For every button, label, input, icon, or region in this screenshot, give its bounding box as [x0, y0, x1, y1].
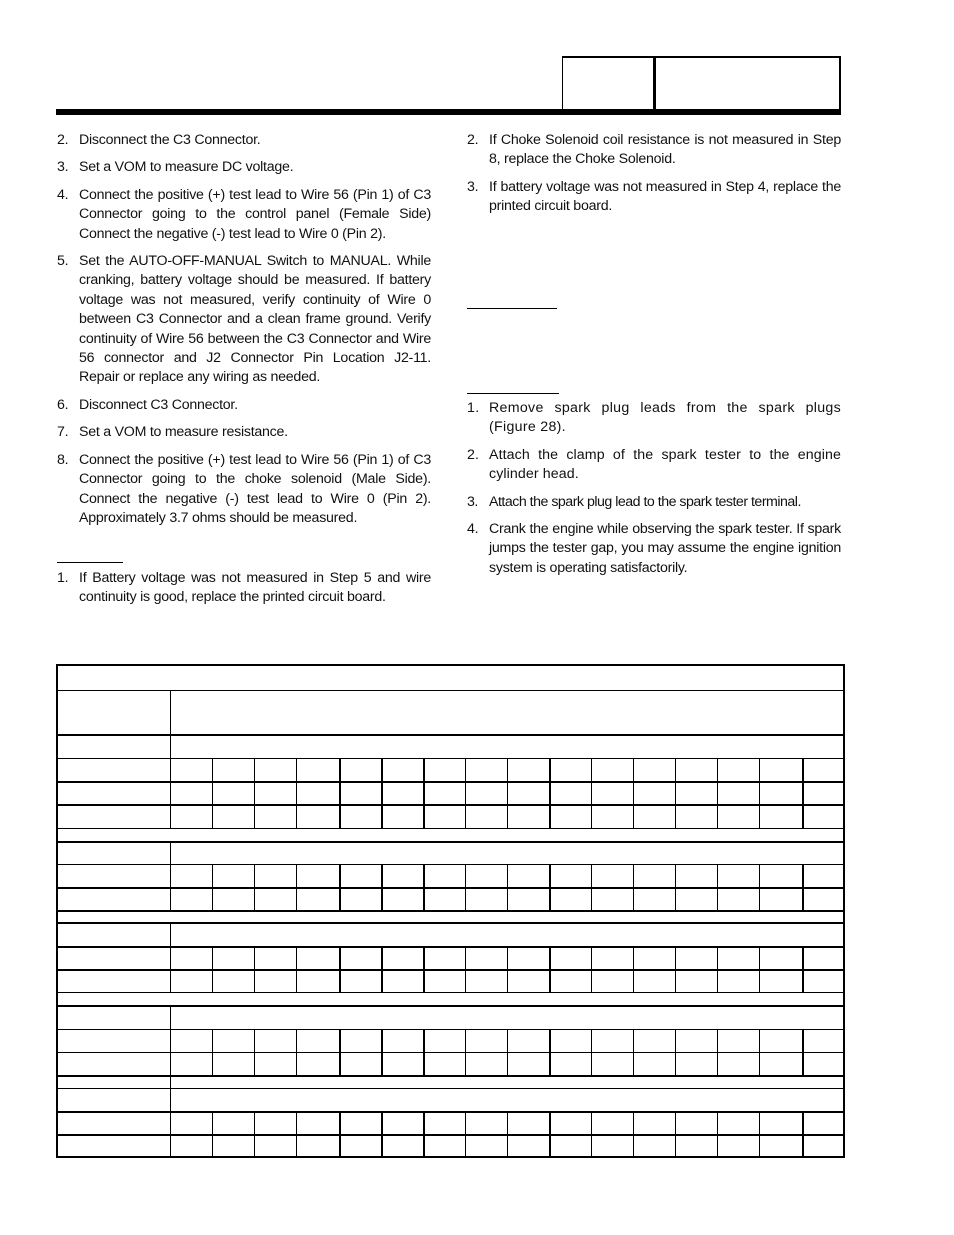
- step-text: Crank the engine while observing the spark tester. If spark jumps the tester gap, you may assume the engine ignition system is operating satisfactorily.: [489, 521, 841, 576]
- result-2: [467, 131, 841, 170]
- data-column-divider: [423, 864, 425, 910]
- table-rule: [58, 841, 843, 843]
- data-column-divider: [465, 1111, 466, 1157]
- data-column-divider: [465, 758, 466, 828]
- data-column-divider: [802, 864, 804, 910]
- left-results: [57, 569, 431, 608]
- header-rule: [56, 109, 841, 115]
- data-column-divider: [212, 758, 213, 828]
- header-box-right: [655, 56, 841, 109]
- result-number: 1.: [57, 570, 69, 586]
- data-column-divider: [675, 758, 676, 828]
- step-number: 1.: [467, 400, 480, 416]
- table-rule: [58, 758, 843, 759]
- data-column-divider: [633, 758, 634, 828]
- data-column-divider: [759, 864, 760, 910]
- data-column-divider: [591, 946, 592, 992]
- data-column-divider: [339, 1111, 341, 1157]
- data-column-divider: [254, 946, 255, 992]
- result-text: If Choke Solenoid coil resistance is not measured in Step 8, replace the Choke Solenoid.: [489, 132, 841, 168]
- data-column-divider: [254, 1111, 255, 1157]
- step-number: 8.: [57, 451, 69, 468]
- step-text: Set a VOM to measure DC voltage.: [79, 159, 294, 176]
- table-rule: [58, 969, 843, 971]
- data-column-divider: [717, 1111, 718, 1157]
- step-number: 3.: [467, 493, 478, 510]
- data-column-divider: [549, 758, 551, 828]
- result-number: 3.: [467, 178, 479, 195]
- data-column-divider: [381, 758, 383, 828]
- data-column-divider: [717, 946, 718, 992]
- table-rule: [58, 1052, 843, 1053]
- data-column-divider: [296, 864, 297, 910]
- data-column-divider: [802, 1029, 804, 1075]
- data-column-divider: [339, 758, 341, 828]
- label-column-divider: [170, 1005, 171, 1157]
- data-column-divider: [423, 758, 425, 828]
- result-text: If Battery voltage was not measured in Step 5 and wire continuity is good, replace the printed circuit board.: [79, 570, 431, 606]
- step-text: Connect the positive (+) test lead to Wire 56 (Pin 1) of C3 Connector going to the control panel (Female Side) Connect the negative (-) test lead to Wire 0 (Pin 2).: [79, 186, 431, 242]
- table-rule: [58, 864, 843, 865]
- data-column-divider: [423, 1029, 425, 1075]
- data-column-divider: [423, 946, 425, 992]
- step-text: Connect the positive (+) test lead to Wire 56 (Pin 1) of C3 Connector going to the choke solenoid (Male Side). Connect the negative (-) test lead to Wire 0 (Pin 2). Approximately 3.7 ohms should be measured.: [79, 451, 431, 526]
- step-2: [57, 131, 431, 150]
- data-column-divider: [339, 1029, 341, 1075]
- header-box-left: [562, 56, 655, 109]
- data-column-divider: [423, 1111, 425, 1157]
- data-column-divider: [254, 758, 255, 828]
- data-column-divider: [717, 864, 718, 910]
- table-rule: [58, 992, 843, 993]
- data-column-divider: [802, 1111, 804, 1157]
- data-column-divider: [212, 864, 213, 910]
- table-rule: [58, 1005, 843, 1007]
- step-text: Attach the spark plug lead to the spark tester terminal.: [489, 493, 801, 510]
- label-column-divider: [170, 922, 171, 992]
- table-title: [58, 666, 843, 690]
- data-column-divider: [339, 864, 341, 910]
- data-column-divider: [633, 946, 634, 992]
- data-column-divider: [212, 1111, 213, 1157]
- table-header-label: [58, 692, 170, 734]
- result-1: [57, 569, 431, 608]
- data-column-divider: [633, 864, 634, 910]
- procedure-step-2: [467, 446, 841, 485]
- table-rule: [58, 1111, 843, 1113]
- data-column-divider: [802, 758, 804, 828]
- step-text: Disconnect the C3 Connector.: [79, 132, 261, 148]
- data-column-divider: [759, 1029, 760, 1075]
- procedure-list: [467, 399, 841, 578]
- table-rule: [58, 1075, 843, 1077]
- data-column-divider: [381, 1029, 383, 1075]
- table-rule: [58, 828, 843, 829]
- table-rule: [58, 887, 843, 889]
- table-rule: [58, 690, 843, 691]
- step-6: [57, 396, 431, 415]
- data-column-divider: [549, 1029, 551, 1075]
- step-7: [57, 423, 431, 442]
- table-rule: [58, 922, 843, 924]
- data-column-divider: [296, 1111, 297, 1157]
- data-column-divider: [759, 1111, 760, 1157]
- step-8: [57, 451, 431, 529]
- data-column-divider: [212, 946, 213, 992]
- procedure-step-1: [467, 399, 841, 438]
- data-column-divider: [675, 946, 676, 992]
- results-heading-rule: [57, 562, 123, 563]
- data-column-divider: [549, 1111, 551, 1157]
- step-number: 6.: [57, 396, 69, 413]
- data-column-divider: [675, 1029, 676, 1075]
- data-column-divider: [759, 758, 760, 828]
- table-rule: [58, 781, 843, 783]
- data-column-divider: [675, 864, 676, 910]
- data-column-divider: [254, 864, 255, 910]
- data-column-divider: [254, 1029, 255, 1075]
- data-column-divider: [339, 946, 341, 992]
- result-text: If battery voltage was not measured in Step 4, replace the printed circuit board.: [489, 178, 841, 215]
- step-text: Set a VOM to measure resistance.: [79, 424, 288, 441]
- data-column-divider: [507, 1111, 508, 1157]
- data-column-divider: [802, 946, 804, 992]
- data-column-divider: [675, 1111, 676, 1157]
- data-column-divider: [381, 1111, 383, 1157]
- data-column-divider: [296, 946, 297, 992]
- data-column-divider: [507, 1029, 508, 1075]
- data-column-divider: [507, 864, 508, 910]
- table-rule: [58, 1088, 843, 1089]
- step-4: [57, 186, 431, 244]
- table-rule: [58, 946, 843, 948]
- step-text: Attach the clamp of the spark tester to the engine cylinder head.: [489, 446, 841, 483]
- data-column-divider: [381, 946, 383, 992]
- data-column-divider: [465, 864, 466, 910]
- step-number: 4.: [467, 521, 479, 538]
- table-header-value: [172, 692, 843, 734]
- label-column-divider: [170, 690, 171, 828]
- step-text: Remove spark plug leads from the spark plugs (Figure 28).: [489, 400, 841, 436]
- procedure-heading-rule: [467, 393, 559, 394]
- step-number: 2.: [467, 446, 480, 463]
- table-rule: [58, 1029, 843, 1030]
- data-column-divider: [591, 864, 592, 910]
- table-rule: [58, 1134, 843, 1136]
- step-text: Set the AUTO-OFF-MANUAL Switch to MANUAL. While cranking, battery voltage should be measured. If battery voltage was not measured, verify continuity of Wire 0 between C3 Connector and a clean frame ground. Verify continuity of Wire 56 between the C3 Connector and Wire 56 connector and J2 Connector Pin Location J2-11. Repair or replace any wiring as needed.: [79, 253, 431, 386]
- data-column-divider: [591, 1111, 592, 1157]
- step-3: [57, 158, 431, 177]
- data-column-divider: [591, 758, 592, 828]
- data-column-divider: [507, 946, 508, 992]
- data-column-divider: [591, 1029, 592, 1075]
- data-column-divider: [633, 1029, 634, 1075]
- data-column-divider: [212, 1029, 213, 1075]
- data-column-divider: [296, 758, 297, 828]
- step-number: 3.: [57, 159, 69, 176]
- data-column-divider: [549, 864, 551, 910]
- step-number: 2.: [57, 132, 69, 148]
- data-column-divider: [381, 864, 383, 910]
- result-number: 2.: [467, 132, 479, 148]
- data-column-divider: [717, 758, 718, 828]
- data-column-divider: [759, 946, 760, 992]
- data-column-divider: [465, 946, 466, 992]
- spec-table: [56, 664, 845, 1158]
- step-number: 4.: [57, 186, 69, 203]
- table-rule: [58, 804, 843, 806]
- step-number: 7.: [57, 424, 69, 441]
- table-rule: [58, 910, 843, 912]
- data-column-divider: [549, 946, 551, 992]
- procedure-step-3: [467, 493, 841, 512]
- section-heading-rule: [467, 308, 557, 309]
- step-number: 5.: [57, 253, 69, 270]
- data-column-divider: [717, 1029, 718, 1075]
- label-column-divider: [170, 841, 171, 910]
- left-column: [57, 131, 431, 528]
- step-5: [57, 252, 431, 388]
- data-column-divider: [465, 1029, 466, 1075]
- result-3: [467, 178, 841, 217]
- step-text: Disconnect C3 Connector.: [79, 396, 238, 413]
- data-column-divider: [633, 1111, 634, 1157]
- right-column: [467, 131, 841, 217]
- data-column-divider: [296, 1029, 297, 1075]
- data-column-divider: [507, 758, 508, 828]
- table-rule: [58, 734, 843, 736]
- procedure-step-4: [467, 520, 841, 578]
